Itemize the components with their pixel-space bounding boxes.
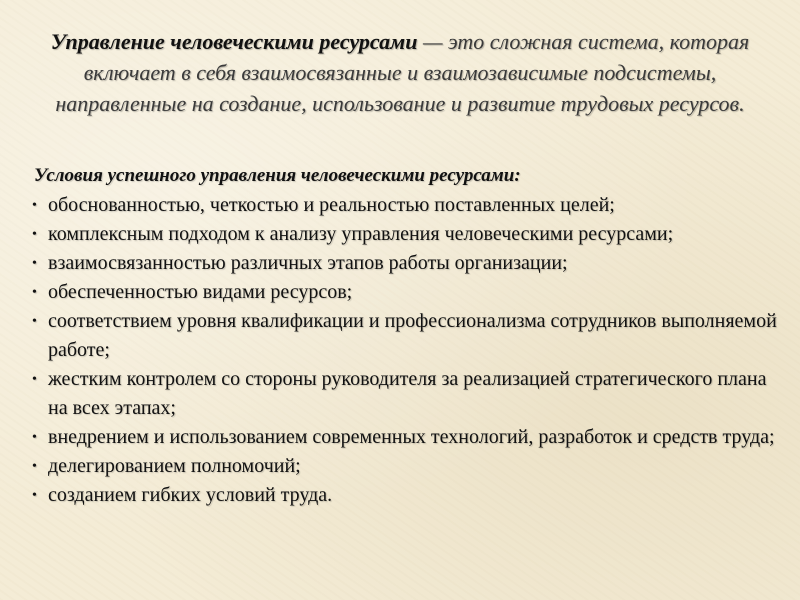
bullet-icon: • — [32, 285, 37, 300]
intro-definition: — это сложная система, которая включает в себя взаимосвязанные и взаимозависимые подсистемы, направленные на создание, использование и развитие трудовых ресурсов. — [55, 29, 750, 116]
list-item — [34, 365, 784, 423]
bullet-icon: • — [32, 227, 37, 242]
list-item-text: обоснованностью, четкостью и реальностью поставленных целей; — [48, 194, 615, 216]
list-item-text: созданием гибких условий труда. — [48, 484, 333, 506]
list-item-text: обеспеченностью видами ресурсов; — [48, 281, 353, 303]
intro-term: Управление человеческими ресурсами — [50, 29, 418, 54]
bullet-icon: • — [32, 430, 37, 445]
bullet-icon: • — [32, 256, 37, 271]
list-item — [34, 481, 784, 510]
conditions-list — [34, 191, 784, 510]
list-item-text: делегированием полномочий; — [48, 455, 301, 477]
list-item-text: внедрением и использованием современных технологий, разработок и средств труда; — [48, 426, 775, 448]
list-item-text: жестким контролем со стороны руководителя за реализацией стратегического плана на всех этапах; — [48, 368, 767, 419]
list-item — [34, 423, 784, 452]
bullet-icon: • — [32, 372, 37, 387]
list-item — [34, 191, 784, 220]
list-item — [34, 452, 784, 481]
list-item-text: соответствием уровня квалификации и профессионализма сотрудников выполняемой работе; — [48, 310, 777, 361]
list-item — [34, 307, 784, 365]
bullet-icon: • — [32, 314, 37, 329]
list-item — [34, 278, 784, 307]
conditions-section — [34, 164, 784, 510]
conditions-heading: Условия успешного управления человеческими ресурсами: — [34, 165, 521, 186]
list-item — [34, 249, 784, 278]
list-item — [34, 220, 784, 249]
bullet-icon: • — [32, 459, 37, 474]
list-item-text: комплексным подходом к анализу управления человеческими ресурсами; — [48, 223, 674, 245]
bullet-icon: • — [32, 488, 37, 503]
intro-paragraph — [30, 26, 770, 119]
bullet-icon: • — [32, 198, 37, 213]
list-item-text: взаимосвязанностью различных этапов работы организации; — [48, 252, 568, 274]
